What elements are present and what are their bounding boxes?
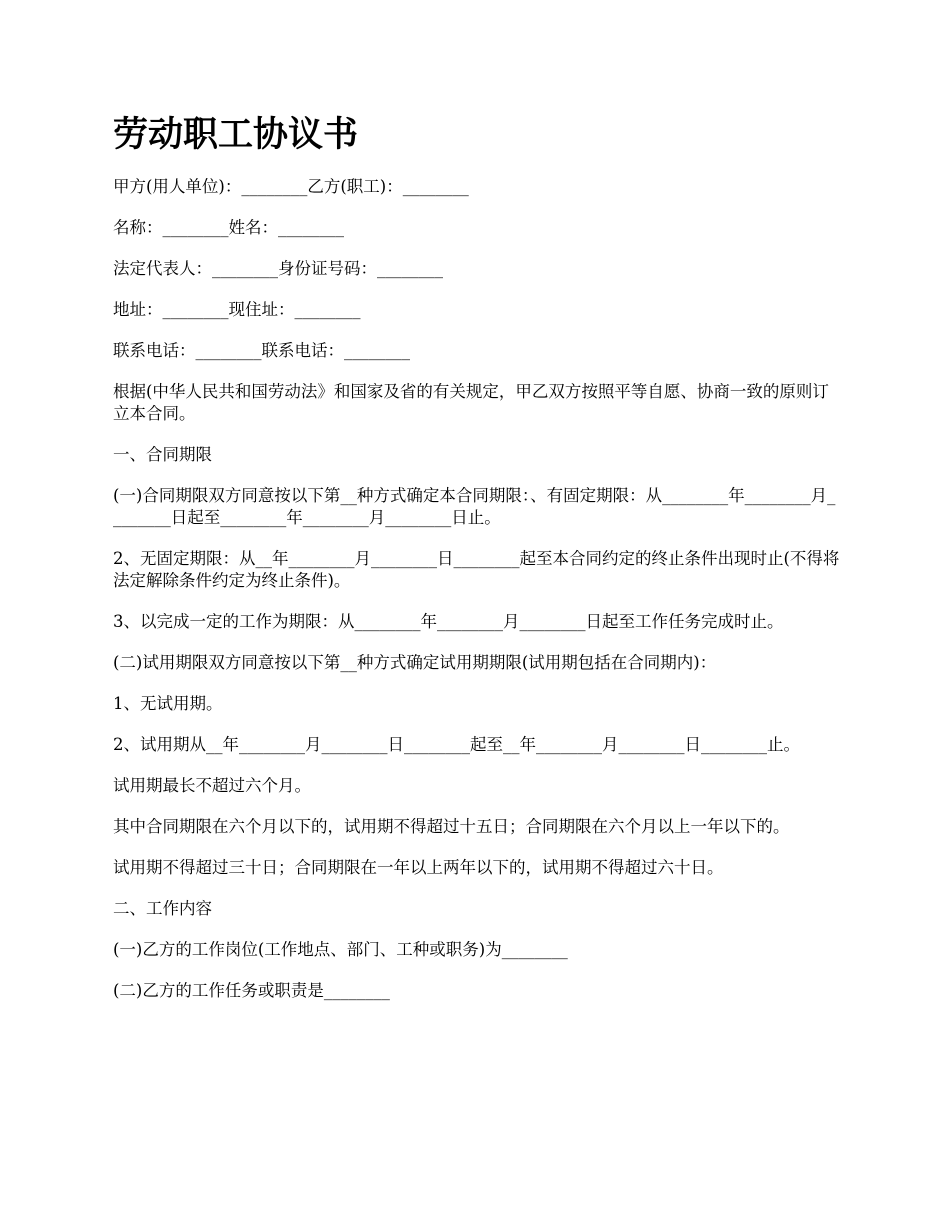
phone-line: 联系电话：________联系电话：________	[113, 341, 410, 360]
name-line: 名称：________姓名：________	[113, 218, 344, 237]
document-page	[113, 110, 841, 1021]
open-ended-term-clause: 2、无固定期限：从__年________月________日________起至本合同约定的终止条件出现时止(不得将法定解除条件约定为终止条件)。	[113, 549, 840, 590]
legal-representative-line: 法定代表人：________身份证号码：________	[113, 259, 443, 278]
section-heading-contract-term: 一、合同期限	[113, 445, 212, 464]
probation-clause: (二)试用期限双方同意按以下第__种方式确定试用期期限(试用期包括在合同期内)：	[113, 653, 717, 672]
job-position-clause: (一)乙方的工作岗位(工作地点、部门、工种或职务)为________	[113, 940, 568, 959]
section-heading-work-content: 二、工作内容	[113, 899, 212, 918]
address-line: 地址：________现住址：________	[113, 300, 361, 319]
document-title: 劳动职工协议书	[113, 114, 359, 155]
probation-rule-2: 试用期不得超过三十日；合同期限在一年以上两年以下的，试用期不得超过六十日。	[113, 858, 724, 877]
job-duties-clause: (二)乙方的工作任务或职责是________	[113, 981, 390, 1000]
no-probation-option: 1、无试用期。	[113, 694, 223, 713]
contract-term-clause: (一)合同期限双方同意按以下第__种方式确定本合同期限：、有固定期限：从________年________月________日起至________年________月________日止。	[113, 486, 836, 527]
task-based-term-clause: 3、以完成一定的工作为期限：从________年________月________日起至工作任务完成时止。	[113, 612, 784, 631]
preamble-paragraph: 根据(中华人民共和国劳动法》和国家及省的有关规定，甲乙双方按照平等自愿、协商一致的原则订立本合同。	[113, 382, 829, 423]
probation-max-note: 试用期最长不超过六个月。	[113, 776, 311, 795]
party-header-line: 甲方(用人单位)：________乙方(职工)：________	[113, 177, 469, 196]
probation-period-option: 2、试用期从__年________月________日________起至__年________月________日________止。	[113, 735, 800, 754]
probation-rule-1: 其中合同期限在六个月以下的，试用期不得超过十五日；合同期限在六个月以上一年以下的。	[113, 817, 790, 836]
